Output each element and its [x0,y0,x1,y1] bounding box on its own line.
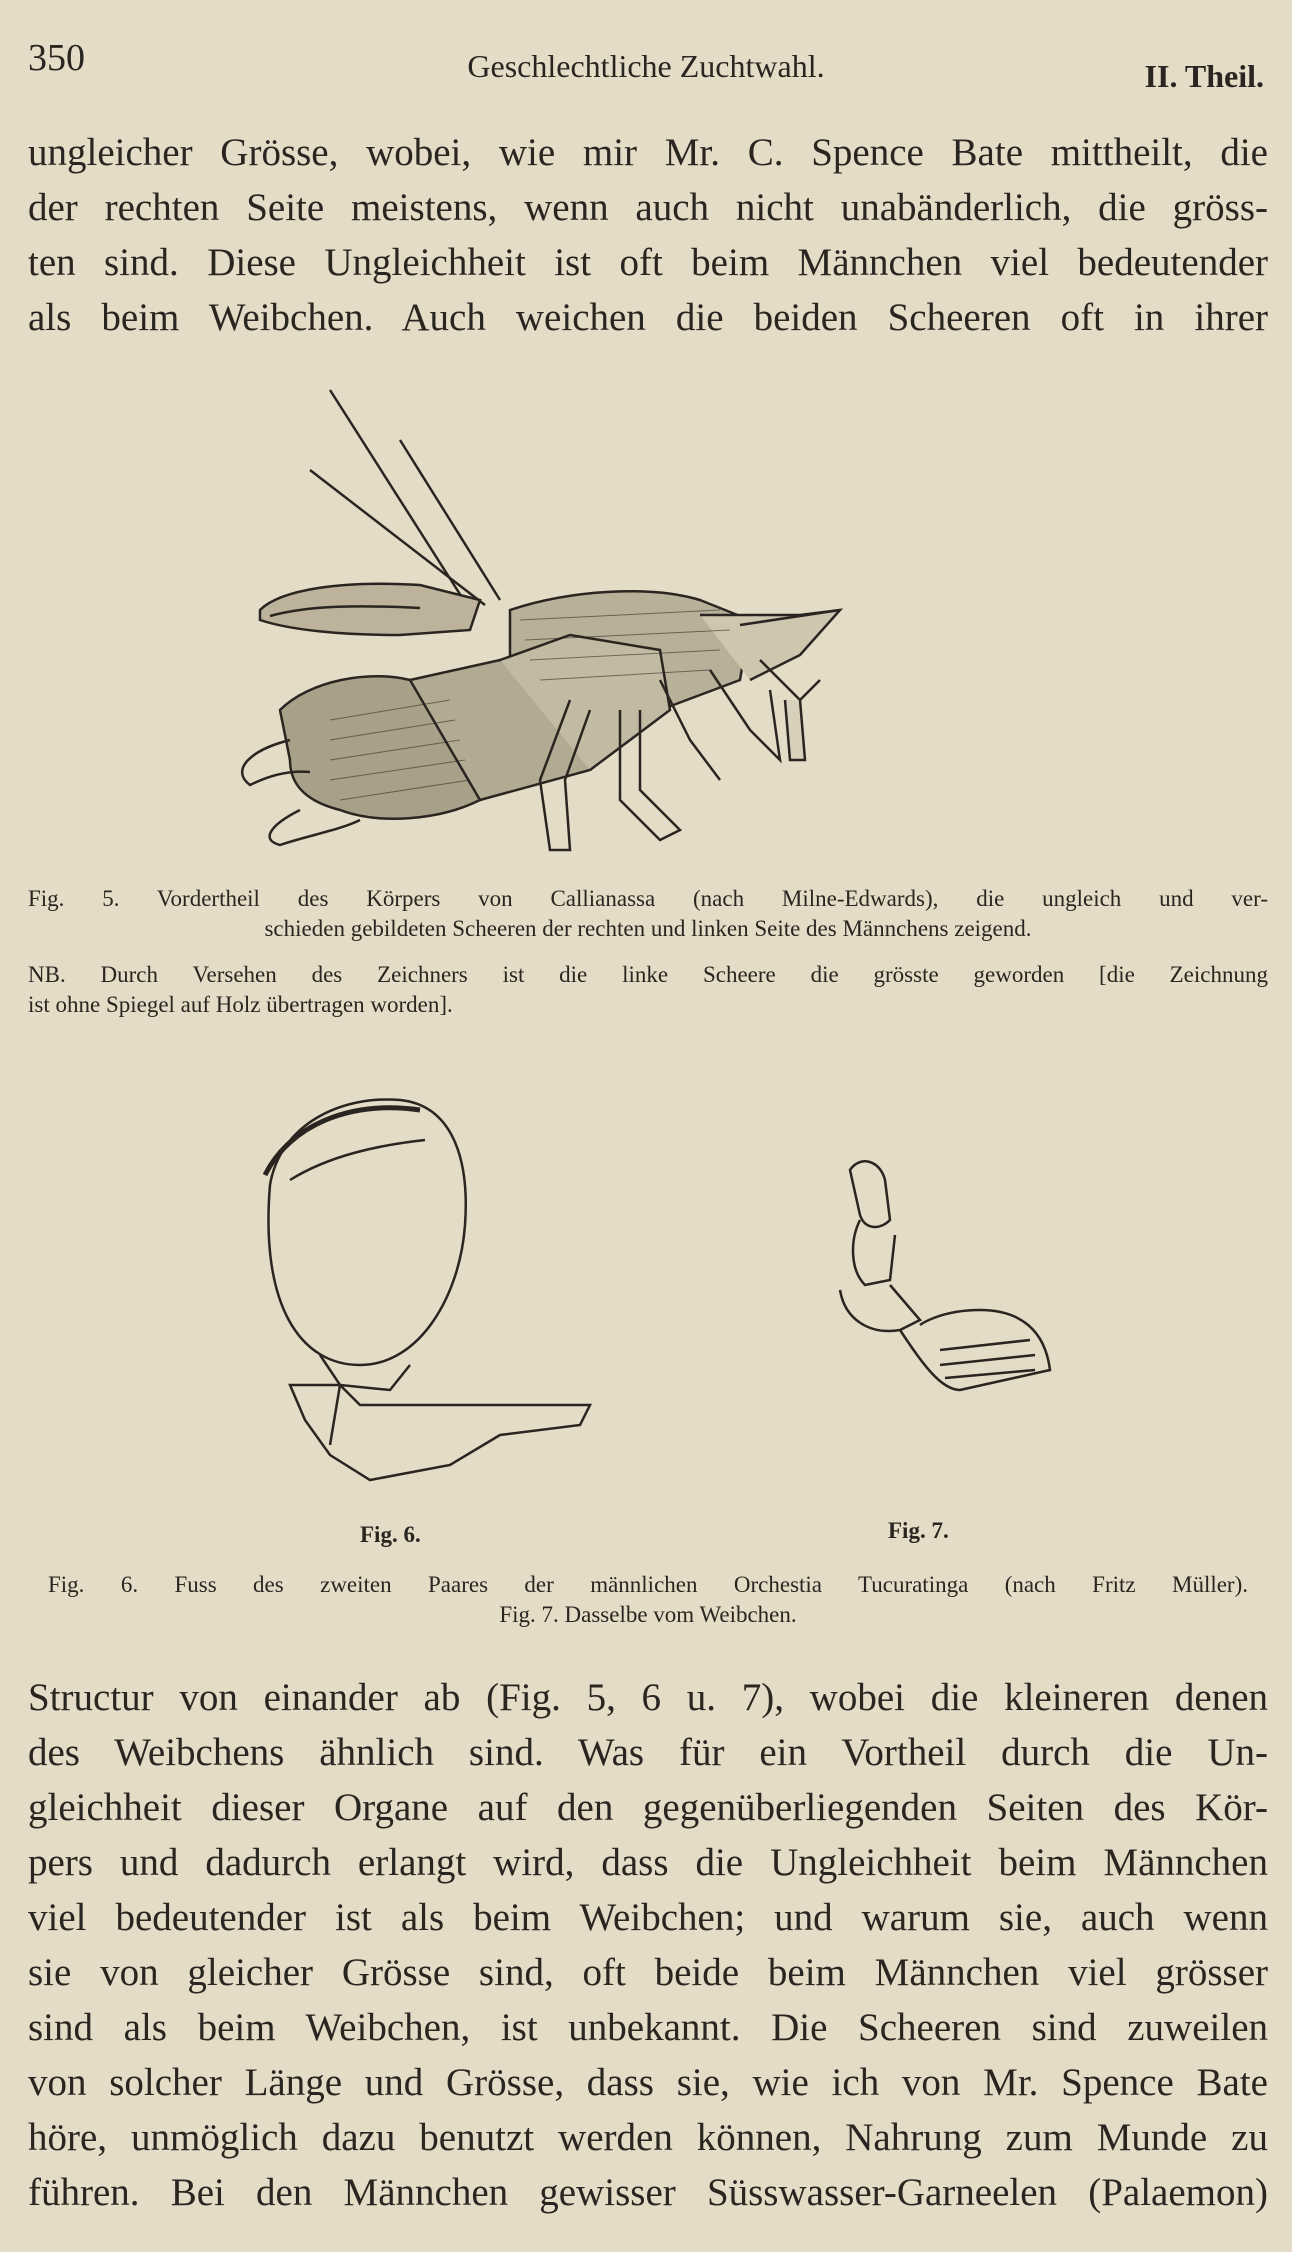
top-paragraph [28,125,1268,345]
text-line: der rechten Seite meistens, wenn auch nicht unabänderlich, die gröss- [28,186,1268,229]
caption-line: Fig. 5. Vordertheil des Körpers von Callianassa (nach Milne-Edwards), die ungleich und ver- [28,886,1268,911]
text-line: als beim Weibchen. Auch weichen die beiden Scheeren oft in ihrer [28,296,1268,339]
text-line: Structur von einander ab (Fig. 5, 6 u. 7), wobei die kleineren denen [28,1676,1268,1719]
text-line: höre, unmöglich dazu benutzt werden können, Nahrung zum Munde zu [28,2116,1268,2159]
fig5-note [28,960,1268,1020]
caption-line: Fig. 6. Fuss des zweiten Paares der männlichen Orchestia Tucuratinga (nach Fritz Müller). [48,1572,1248,1597]
text-line: pers und dadurch erlangt wird, dass die Ungleichheit beim Männchen [28,1841,1268,1884]
running-title: Geschlechtliche Zuchtwahl. [467,48,825,84]
text-line: sind als beim Weibchen, ist unbekannt. Die Scheeren sind zuweilen [28,2006,1268,2049]
fig6-label: Fig. 6. [360,1522,421,1547]
page-number: 350 [28,37,85,79]
page-header [28,36,1264,96]
text-line: des Weibchens ähnlich sind. Was für ein Vortheil durch die Un- [28,1731,1268,1774]
text-line: ten sind. Diese Ungleichheit ist oft beim Männchen viel bedeutender [28,241,1268,284]
fig5-caption [28,884,1268,944]
text-line: führen. Bei den Männchen gewisser Süsswasser-Garneelen (Palaemon) [28,2171,1268,2214]
note-line: ist ohne Spiegel auf Holz übertragen worden]. [28,992,453,1017]
text-line: viel bedeutender ist als beim Weibchen; und warum sie, auch wenn [28,1896,1268,1939]
caption-line: Fig. 7. Dasselbe vom Weibchen. [499,1602,797,1627]
text-line: gleichheit dieser Organe auf den gegenüberliegenden Seiten des Kör- [28,1786,1268,1829]
fig6-male-leg-illustration [250,1085,600,1505]
text-line: ungleicher Grösse, wobei, wie mir Mr. C. Spence Bate mittheilt, die [28,131,1268,174]
fig5-callianassa-illustration [240,380,1080,870]
caption-line: schieden gebildeten Scheeren der rechten und linken Seite des Männchens zeigend. [264,916,1032,941]
fig67-caption [28,1570,1268,1630]
text-line: von solcher Länge und Grösse, dass sie, wie ich von Mr. Spence Bate [28,2061,1268,2104]
part-label: II. Theil. [1144,58,1264,94]
note-line: NB. Durch Versehen des Zeichners ist die linke Scheere die grösste geworden [die Zeichnung [28,962,1268,987]
text-line: sie von gleicher Grösse sind, oft beide beim Männchen viel grösser [28,1951,1268,1994]
bottom-paragraph [28,1670,1268,2220]
fig7-label: Fig. 7. [888,1518,949,1543]
fig7-female-leg-illustration [830,1150,1060,1410]
